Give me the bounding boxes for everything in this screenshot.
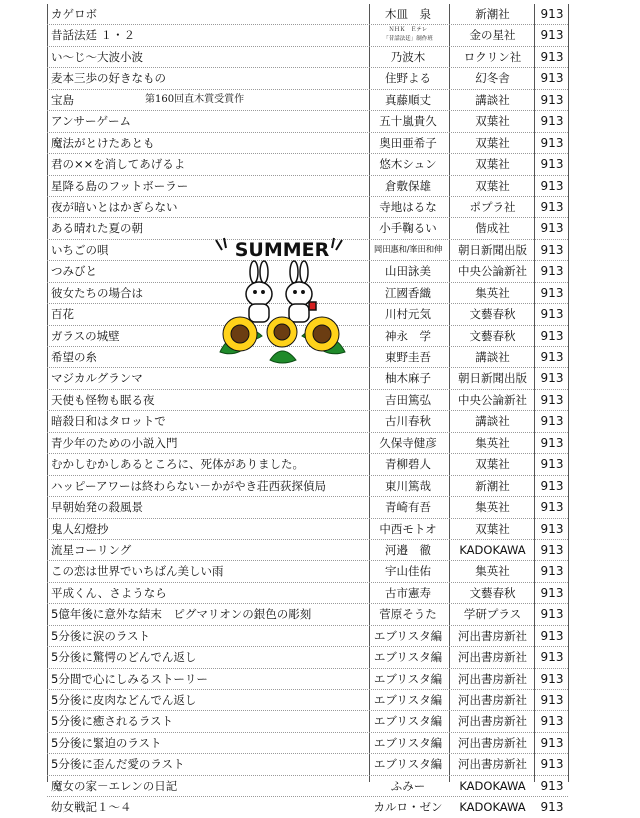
book-publisher: 双葉社: [475, 114, 510, 129]
book-title: 星降る島のフットボーラー: [51, 178, 189, 193]
book-title: むかしむかしあるところに、死体がありました。: [51, 457, 304, 472]
book-title: 百花: [51, 307, 74, 322]
classification-number: 913: [540, 285, 564, 300]
book-author: 山田詠美: [385, 264, 431, 279]
rabbit-right-icon: [286, 261, 316, 322]
author-line: ＮＨＫ Ｅテレ: [388, 27, 428, 34]
book-author: エブリスタ編: [373, 671, 443, 686]
book-author: 真藤順丈: [385, 92, 431, 107]
book-author: 木皿 泉: [385, 7, 431, 21]
classification-number: 913: [540, 457, 564, 472]
table-row: [47, 133, 568, 154]
table-row: [47, 390, 568, 411]
book-title: 5分後に緊迫のラスト: [51, 735, 162, 750]
table-row: [47, 4, 568, 25]
book-publisher: 河出書房新社: [458, 650, 527, 665]
book-author: 奥田亜希子: [379, 135, 437, 150]
classification-number: 913: [540, 500, 564, 515]
book-publisher: KADOKAWA: [459, 542, 526, 557]
book-author: 吉田篤弘: [385, 392, 431, 407]
book-title: 宝島: [51, 92, 74, 107]
book-publisher: 双葉社: [475, 521, 510, 536]
book-title: 麦本三歩の好きなもの: [51, 71, 166, 86]
book-author: 青崎有吾: [385, 500, 431, 515]
book-publisher: 集英社: [475, 500, 510, 515]
book-publisher: 双葉社: [475, 157, 510, 172]
table-row: [47, 690, 568, 711]
book-title: 彼女たちの場合は: [51, 285, 143, 300]
book-publisher: 双葉社: [475, 135, 510, 150]
classification-number: 913: [540, 628, 564, 643]
book-publisher: 幻冬舎: [475, 71, 510, 86]
book-author: 古川春秋: [385, 414, 431, 429]
book-author: 久保寺健彦: [379, 435, 437, 450]
book-author: ふみー: [390, 778, 426, 793]
book-publisher: 河出書房新社: [458, 628, 527, 643]
book-author: エブリスタ編: [373, 650, 443, 665]
classification-number: 913: [540, 328, 564, 343]
classification-number: 913: [540, 435, 564, 450]
book-title: 5分後に癒されるラスト: [51, 714, 173, 729]
book-publisher: 金の星社: [469, 28, 516, 43]
book-title: つみびと: [51, 264, 97, 279]
book-publisher: 文藝春秋: [469, 328, 516, 343]
table-row: [47, 669, 568, 690]
classification-number: 913: [540, 650, 564, 665]
book-title: 幼女戦記１～４: [51, 800, 132, 815]
book-publisher: 河出書房新社: [458, 671, 527, 686]
book-title: 早朝始発の殺風景: [51, 500, 143, 515]
book-title: い～じ～大波小波: [51, 49, 143, 64]
classification-number: 913: [540, 735, 564, 750]
book-title: この恋は世界でいちばん美しい雨: [51, 564, 224, 579]
classification-number: 913: [540, 392, 564, 407]
book-author: 小手鞠るい: [379, 221, 437, 236]
award-note: 第160回直木賞受賞作: [145, 93, 245, 105]
book-author: 宇山佳佑: [385, 564, 431, 579]
classification-number: 913: [540, 521, 564, 536]
book-publisher: 集英社: [475, 285, 510, 300]
book-publisher: KADOKAWA: [459, 778, 526, 793]
table-row: [47, 797, 568, 817]
table-row: [47, 368, 568, 389]
book-title: 5分後に皮肉などんでん返し: [51, 693, 197, 707]
classification-number: 913: [540, 28, 564, 43]
table-row: [47, 154, 568, 175]
book-publisher: KADOKAWA: [459, 800, 526, 815]
book-publisher: 集英社: [475, 564, 510, 579]
book-title: カゲロボ: [51, 7, 97, 21]
classification-number: 913: [540, 478, 564, 493]
table-row: [47, 454, 568, 475]
classification-number: 913: [540, 49, 564, 64]
classification-number: 913: [540, 199, 564, 214]
table-row: [47, 604, 568, 625]
book-publisher: 学研プラス: [463, 607, 522, 622]
book-title: 青少年のための小説入門: [51, 435, 178, 450]
classification-number: 913: [540, 221, 564, 236]
book-title: 君の××を消してあげるよ: [51, 157, 186, 172]
book-author: 菅原そうた: [379, 607, 437, 622]
book-author: エブリスタ編: [373, 714, 443, 729]
classification-number: 913: [540, 371, 564, 386]
classification-number: 913: [540, 264, 564, 279]
book-publisher: 双葉社: [475, 178, 510, 193]
book-publisher: 新潮社: [475, 7, 510, 21]
classification-number: 913: [540, 242, 564, 257]
table-row: [47, 68, 568, 89]
book-author: 神永 学: [385, 328, 431, 343]
table-row: [47, 626, 568, 647]
summer-illustration: [210, 232, 355, 367]
book-publisher: 講談社: [475, 414, 510, 429]
book-publisher: 河出書房新社: [458, 714, 527, 729]
book-author: 東野圭吾: [385, 350, 431, 364]
table-row: [47, 647, 568, 668]
book-publisher: 朝日新聞出版: [458, 242, 527, 257]
table-row: [47, 776, 568, 797]
book-author: エブリスタ編: [373, 628, 443, 643]
table-row: [47, 519, 568, 540]
classification-number: 913: [540, 757, 564, 772]
classification-number: 913: [540, 778, 564, 793]
book-title: 天使も怪物も眠る夜: [51, 392, 155, 407]
classification-number: 913: [540, 564, 564, 579]
table-row: [47, 25, 568, 46]
book-publisher: 講談社: [475, 350, 510, 364]
book-title: 魔法がとけたあとも: [51, 135, 155, 150]
book-publisher: 文藝春秋: [469, 585, 516, 600]
book-author: 青柳碧人: [385, 457, 431, 472]
book-title: マジカルグランマ: [51, 371, 143, 386]
table-row: [47, 433, 568, 454]
classification-number: 913: [540, 800, 564, 815]
book-author: 五十嵐貴久: [379, 114, 437, 129]
book-publisher: 集英社: [475, 435, 510, 450]
table-row: [47, 561, 568, 582]
classification-number: 913: [540, 7, 564, 21]
book-author: エブリスタ編: [373, 757, 443, 772]
book-title: 魔女の家－エレンの日記: [51, 778, 178, 793]
book-title: 5分後に驚愕のどんでん返し: [51, 650, 197, 665]
table-row: [47, 540, 568, 561]
book-title: 暗殺日和はタロットで: [51, 414, 166, 429]
book-publisher: 新潮社: [475, 478, 510, 493]
book-title: アンサーゲーム: [51, 114, 132, 129]
book-title: 鬼人幻燈抄: [51, 521, 109, 536]
table-row: [47, 711, 568, 732]
book-author: 柚木麻子: [385, 371, 431, 386]
classification-number: 913: [540, 114, 564, 129]
book-author: エブリスタ編: [373, 693, 443, 707]
classification-number: 913: [540, 607, 564, 622]
book-author: 江國香織: [385, 285, 431, 300]
book-publisher: 双葉社: [475, 457, 510, 472]
book-title: いちごの唄: [51, 242, 109, 257]
author-line: 「昔話法廷」制作班: [383, 35, 433, 42]
classification-number: 913: [540, 135, 564, 150]
book-publisher: 講談社: [475, 92, 510, 107]
table-row: [47, 411, 568, 432]
book-publisher: 河出書房新社: [458, 757, 527, 772]
book-title: 昔話法廷 １・２: [51, 28, 136, 43]
book-author: 東川篤哉: [385, 478, 431, 493]
table-row: [47, 197, 568, 218]
book-title: 5分後に歪んだ愛のラスト: [51, 757, 185, 772]
table-row: [47, 476, 568, 497]
classification-number: 913: [540, 414, 564, 429]
book-author: 古市憲寿: [385, 585, 431, 600]
book-author: 寺地はるな: [379, 199, 437, 214]
table-row: [47, 90, 568, 111]
book-title: 5分間で心にしみるストーリー: [51, 671, 208, 686]
classification-number: 913: [540, 693, 564, 707]
table-row: [47, 111, 568, 132]
table-row: [47, 497, 568, 518]
classification-number: 913: [540, 542, 564, 557]
book-title: ガラスの城壁: [51, 328, 120, 343]
book-author: 中西モトオ: [379, 521, 437, 536]
table-row: [47, 733, 568, 754]
svg-text:SUMMER: SUMMER: [234, 239, 330, 261]
table-row: [47, 754, 568, 775]
table-row: [47, 176, 568, 197]
book-publisher: 文藝春秋: [469, 307, 516, 322]
book-title: ある晴れた夏の朝: [51, 221, 143, 236]
book-author: [370, 25, 446, 45]
book-title: 5億年後に意外な結末 ピグマリオンの銀色の彫刻: [51, 607, 312, 622]
book-author: 倉敷保雄: [385, 178, 431, 193]
sunflower-icon: [223, 317, 339, 351]
book-author: 住野よる: [385, 71, 431, 86]
book-author: カルロ・ゼン: [373, 800, 443, 815]
classification-number: 913: [540, 71, 564, 86]
book-title: ハッピーアワーは終わらない－かがやき荘西荻探偵局: [51, 478, 326, 493]
book-publisher: 中央公論新社: [458, 264, 527, 279]
classification-number: 913: [540, 714, 564, 729]
book-title: 5分後に涙のラスト: [51, 628, 150, 643]
book-publisher: 中央公論新社: [458, 392, 527, 407]
classification-number: 913: [540, 350, 564, 364]
book-author: 乃波木: [390, 49, 426, 64]
book-author: 岡田惠和/峯田和伸: [373, 244, 443, 255]
book-publisher: 朝日新聞出版: [458, 371, 527, 386]
book-title: 平成くん、さようなら: [51, 585, 167, 600]
table-row: [47, 583, 568, 604]
book-publisher: ポプラ社: [469, 199, 516, 214]
book-publisher: ロクリン社: [463, 49, 522, 64]
book-author: 川村元気: [385, 307, 431, 322]
classification-number: 913: [540, 92, 564, 107]
rabbit-left-icon: [246, 261, 272, 322]
book-publisher: 河出書房新社: [458, 735, 527, 750]
book-list-table: [47, 4, 568, 818]
book-title: 希望の糸: [51, 350, 97, 364]
book-publisher: 河出書房新社: [458, 693, 527, 707]
classification-number: 913: [540, 671, 564, 686]
book-author: 悠木シュン: [379, 157, 437, 172]
book-author: エブリスタ編: [373, 735, 443, 750]
classification-number: 913: [540, 178, 564, 193]
classification-number: 913: [540, 307, 564, 322]
classification-number: 913: [540, 585, 564, 600]
book-title: 流星コーリング: [51, 542, 132, 557]
summer-lettering: [216, 238, 342, 261]
classification-number: 913: [540, 157, 564, 172]
book-publisher: 偕成社: [475, 221, 510, 236]
book-title: 夜が暗いとはかぎらない: [51, 199, 178, 214]
table-row: [47, 47, 568, 68]
book-author: 河邉 徹: [385, 542, 431, 557]
